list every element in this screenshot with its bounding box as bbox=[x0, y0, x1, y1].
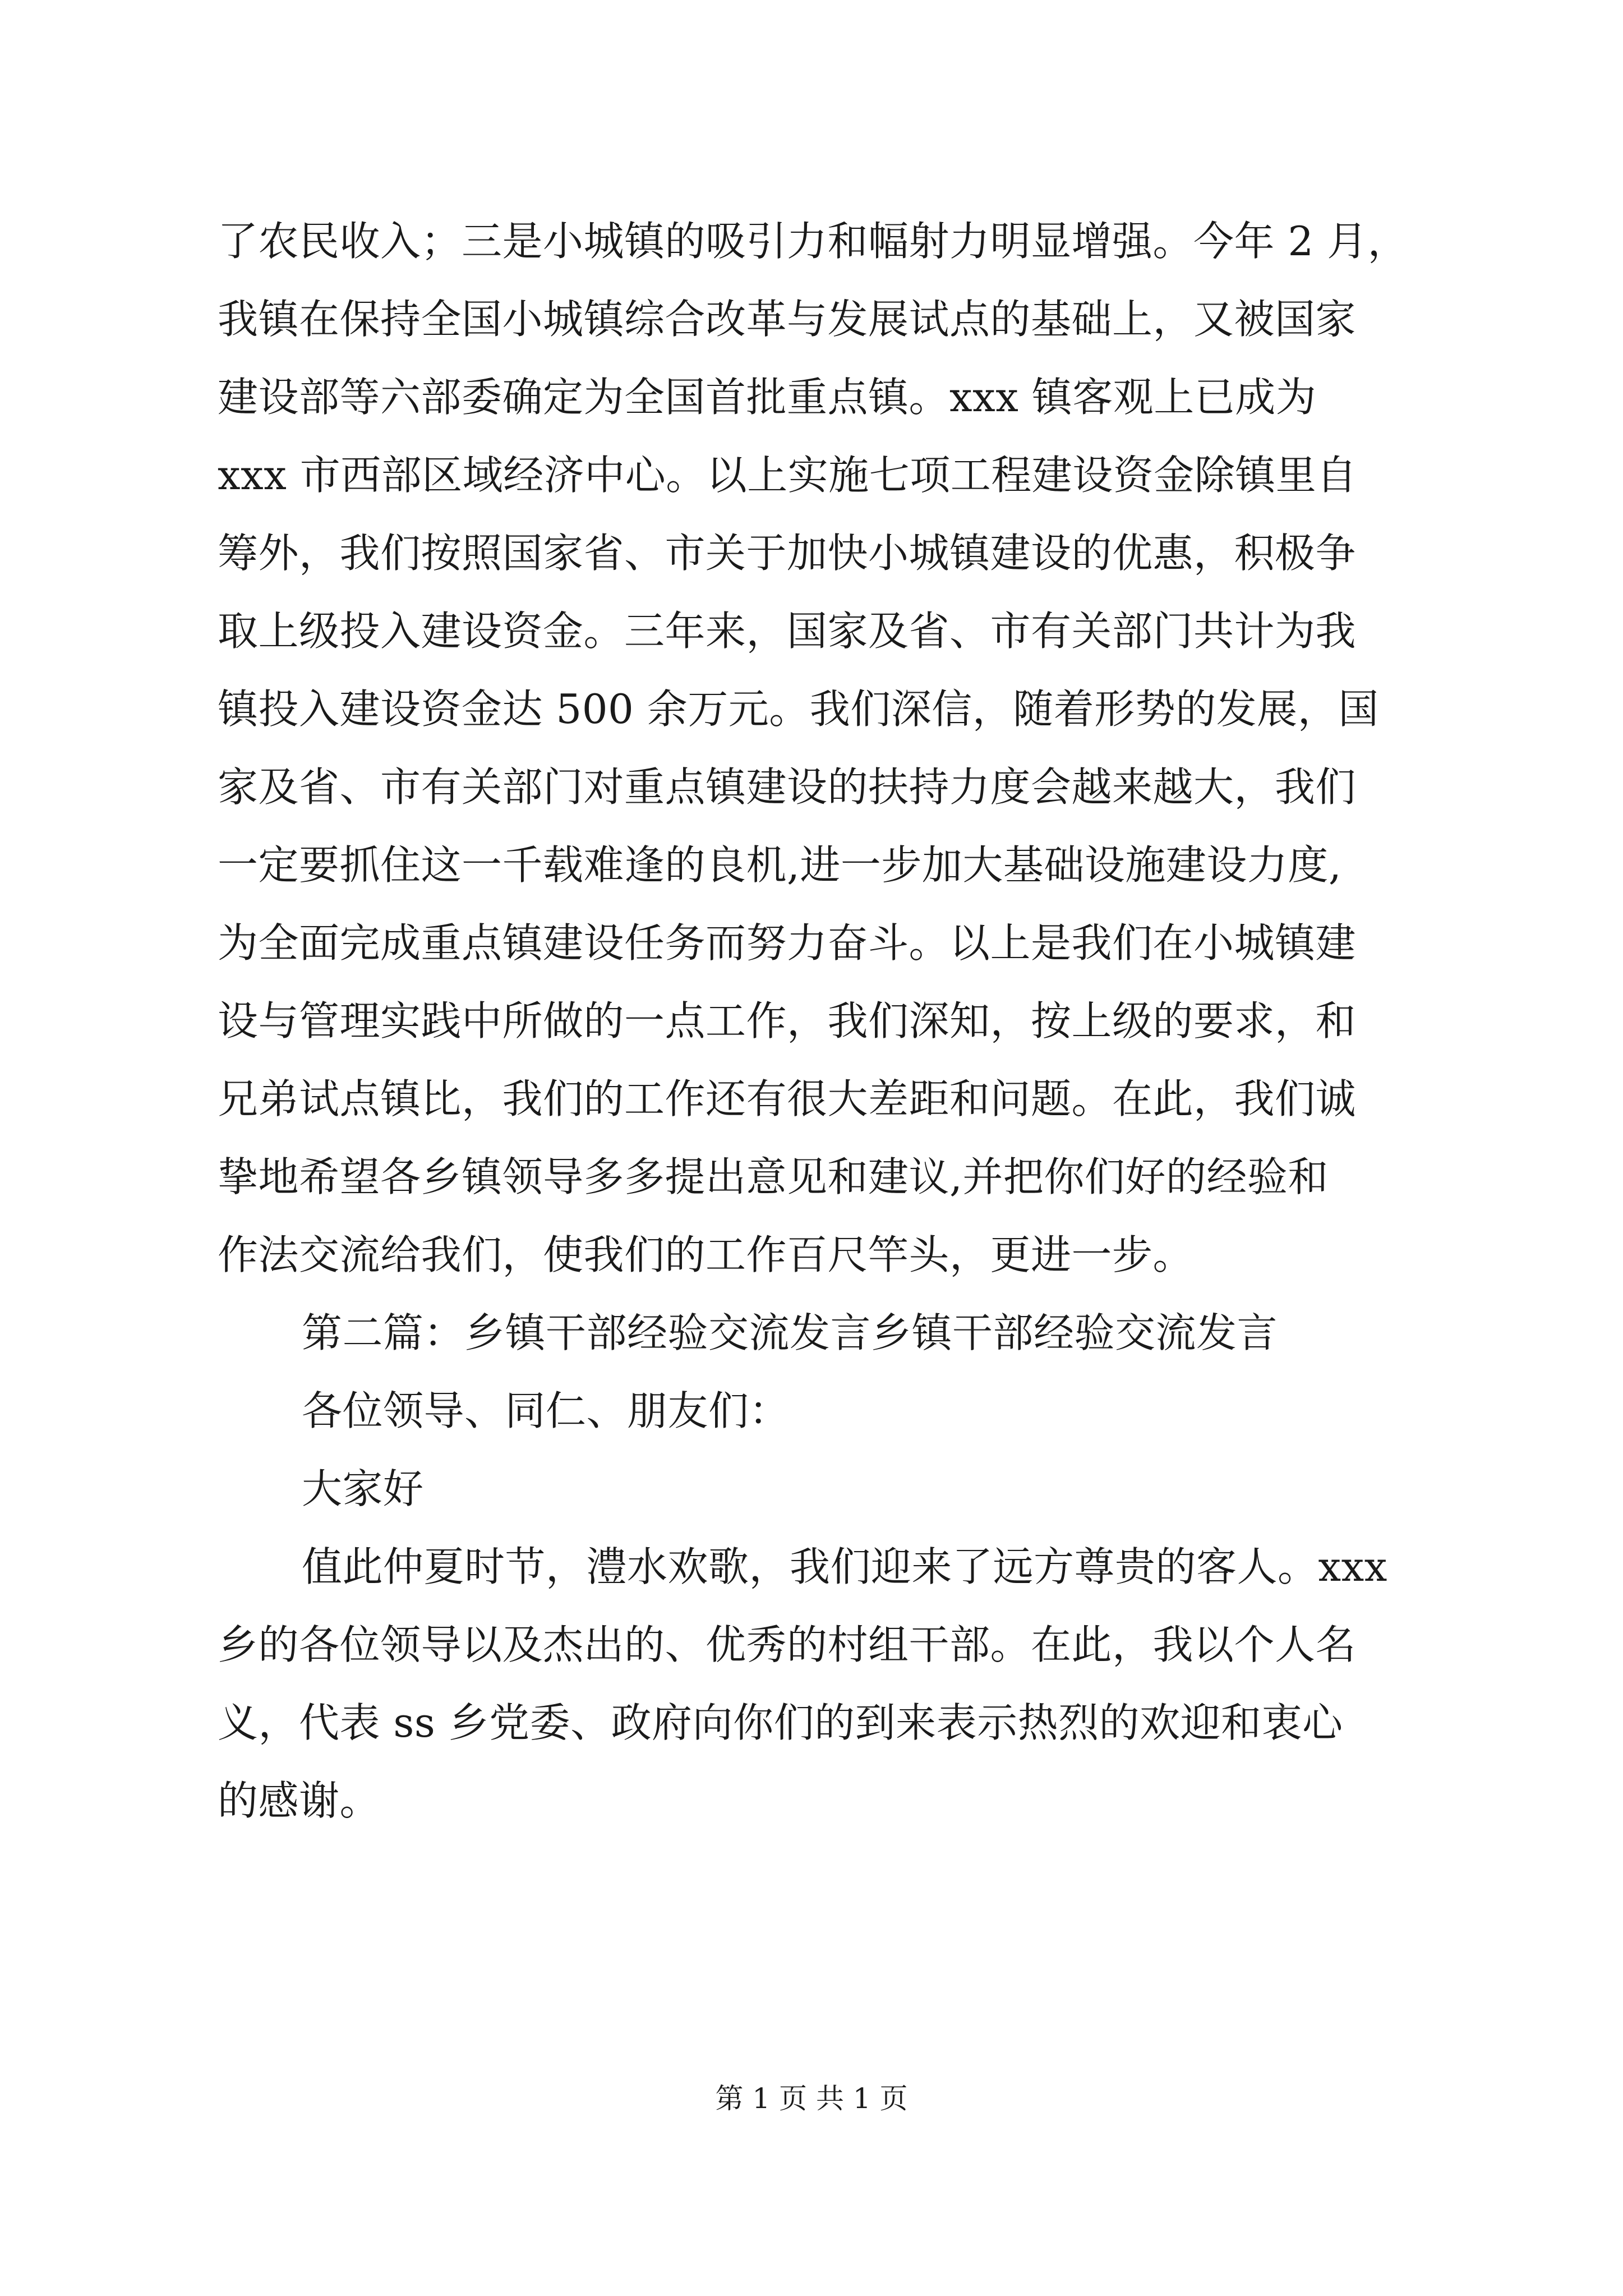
body-line: 的感谢。 bbox=[218, 1777, 381, 1824]
body-line: 了农民收入；三是小城镇的吸引力和幅射力明显增强。今年 2 月， bbox=[218, 218, 1409, 265]
body-line: 值此仲夏时节，澧水欢歌，我们迎来了远方尊贵的客人。xxx bbox=[302, 1543, 1387, 1590]
body-line: xxx 市西部区域经济中心。以上实施七项工程建设资金除镇里自 bbox=[218, 452, 1357, 499]
body-line: 筹外，我们按照国家省、市关于加快小城镇建设的优惠，积极争 bbox=[218, 530, 1357, 577]
page-footer: 第 1 页 共 1 页 bbox=[715, 2082, 908, 2115]
body-line: 义，代表 ss 乡党委、政府向你们的到来表示热烈的欢迎和衷心 bbox=[218, 1699, 1343, 1746]
body-line: 镇投入建设资金达 500 余万元。我们深信，随着形势的发展，国 bbox=[218, 685, 1379, 733]
body-line: 作法交流给我们，使我们的工作百尺竿头，更进一步。 bbox=[218, 1231, 1194, 1278]
greeting: 大家好 bbox=[302, 1465, 424, 1512]
body-line: 乡的各位领导以及杰出的、优秀的村组干部。在此，我以个人名 bbox=[218, 1621, 1357, 1668]
body-line: 家及省、市有关部门对重点镇建设的扶持力度会越来越大，我们 bbox=[218, 763, 1357, 811]
body-line: 兄弟试点镇比，我们的工作还有很大差距和问题。在此，我们诚 bbox=[218, 1075, 1357, 1122]
body-line: 为全面完成重点镇建设任务而努力奋斗。以上是我们在小城镇建 bbox=[218, 919, 1357, 967]
body-line: 设与管理实践中所做的一点工作，我们深知，按上级的要求，和 bbox=[218, 997, 1357, 1045]
body-line: 取上级投入建设资金。三年来，国家及省、市有关部门共计为我 bbox=[218, 608, 1357, 655]
section-heading: 第二篇：乡镇干部经验交流发言乡镇干部经验交流发言 bbox=[302, 1309, 1278, 1356]
body-line: 建设部等六部委确定为全国首批重点镇。xxx 镇客观上已成为 bbox=[218, 374, 1317, 421]
body-line: 一定要抓住这一千载难逢的良机,进一步加大基础设施建设力度, bbox=[218, 841, 1342, 889]
salutation: 各位领导、同仁、朋友们： bbox=[302, 1387, 790, 1434]
body-line: 我镇在保持全国小城镇综合改革与发展试点的基础上，又被国家 bbox=[218, 296, 1357, 343]
body-line: 挚地希望各乡镇领导多多提出意见和建议,并把你们好的经验和 bbox=[218, 1153, 1329, 1200]
